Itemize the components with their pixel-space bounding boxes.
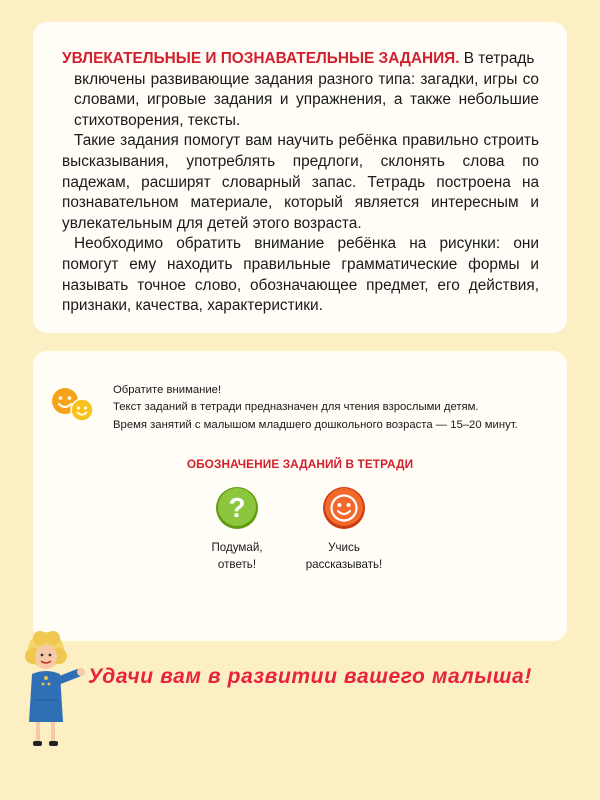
- intro-card: [33, 22, 567, 333]
- question-mark-icon: [215, 486, 259, 530]
- intro-paragraph-3: [62, 234, 539, 316]
- legend-label-tell: [289, 539, 399, 573]
- attention-line-3: Время занятий с малышом младшего дошкольного возраста — 15–20 минут.: [113, 418, 518, 431]
- notice-card: [33, 351, 567, 641]
- smiley-face-icon: [322, 486, 366, 530]
- legend-label-tell-line-2: рассказывать!: [305, 558, 383, 571]
- attention-line-2: Текст заданий в тетради предназначен для чтения взрослыми детям.: [113, 401, 479, 414]
- intro-paragraph-3-text: Необходимо обратить внимание ребёнка на рисунки: они помогут ему находить правильные грамматические формы и называть точное слово, обозначающее предмет, его действия, признаки, качества, характеристики.: [62, 235, 539, 315]
- intro-heading-tail: В тетрадь: [459, 50, 535, 67]
- legend-label-think-line-2: ответь!: [217, 558, 257, 571]
- teacher-illustration: [16, 630, 96, 748]
- legend-label-tell-line-1: Учись: [328, 541, 360, 554]
- intro-paragraph-1-rest: включены развивающие задания разного типа: загадки, игры со словами, игровые задания и упражнения, а также небольшие стихотворения, тексты.: [74, 70, 539, 129]
- intro-paragraph-2-text: Такие задания помогут вам научить ребёнка правильно строить высказывания, употреблять предлоги, склонять слова по падежам, расширят словарный запас. Тетрадь построена на познавательном материале, который является интересным и увлекательным для детей этого возраста.: [62, 132, 539, 232]
- wish-text: Удачи вам в развитии вашего малыша!: [88, 665, 532, 688]
- intro-paragraph-2: [62, 131, 539, 234]
- svg-text:?: ?: [228, 492, 246, 523]
- smiley-pair-icon: [51, 387, 95, 423]
- attention-line-1: Обратите внимание!: [113, 384, 222, 396]
- legend-label-think: [182, 539, 292, 573]
- intro-heading: УВЛЕКАТЕЛЬНЫЕ И ПОЗНАВАТЕЛЬНЫЕ ЗАДАНИЯ.: [62, 50, 460, 67]
- attention-block: [51, 379, 561, 449]
- legend-item-tell: [289, 486, 399, 573]
- attention-text: [113, 382, 568, 434]
- legend-label-think-line-1: Подумай,: [211, 541, 263, 554]
- legend-title: ОБОЗНАЧЕНИЕ ЗАДАНИЙ В ТЕТРАДИ: [186, 457, 414, 471]
- intro-paragraph-1: [62, 49, 539, 131]
- legend-item-think: [182, 486, 292, 573]
